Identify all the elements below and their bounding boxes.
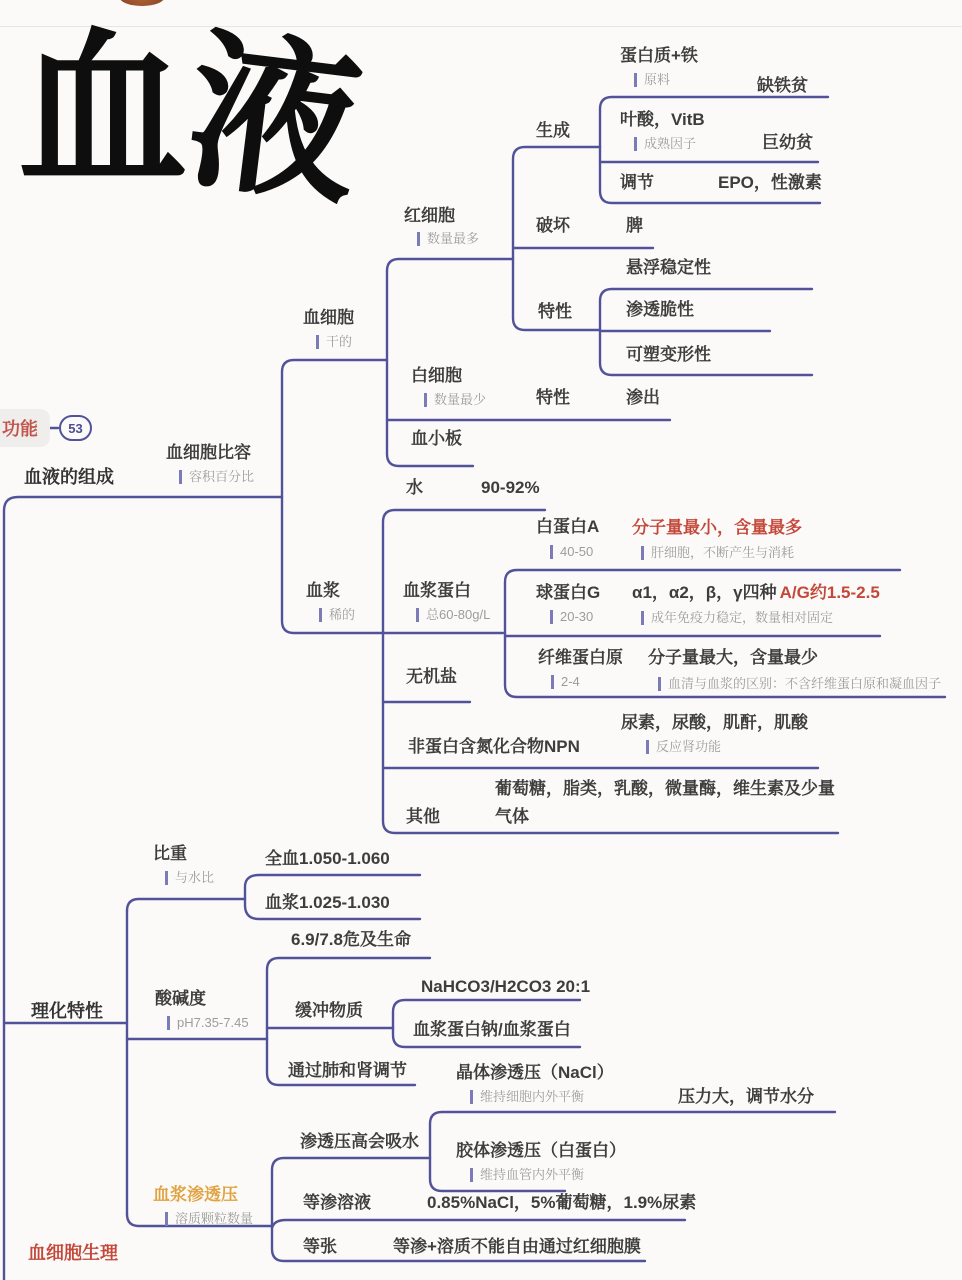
node-inorganic-salts[interactable]: 无机盐	[406, 667, 457, 686]
node-plasma[interactable]: 血浆	[306, 581, 340, 600]
node-globulin-note: 20-30	[550, 610, 593, 624]
node-fibrinogen-note: 2-4	[551, 675, 580, 689]
node-suspension-stability[interactable]: 悬浮稳定性	[626, 258, 711, 277]
node-hematocrit-note: 容积百分比	[179, 470, 254, 484]
node-fibrinogen[interactable]: 纤维蛋白原	[538, 648, 623, 667]
node-formation-material[interactable]: 蛋白质+铁	[620, 46, 698, 65]
node-spleen[interactable]: 脾	[626, 216, 643, 235]
node-isosmotic-value[interactable]: 0.85%NaCl，5%葡萄糖，1.9%尿素	[427, 1193, 697, 1212]
title-char-1: 血	[18, 16, 191, 206]
node-physicochemical[interactable]: 理化特性	[31, 1001, 103, 1021]
node-megaloblastic-anemia[interactable]: 巨幼贫	[762, 133, 813, 152]
node-fibrinogen-detail: 血清与血浆的区别：不含纤维蛋白原和凝血因子	[658, 677, 941, 691]
node-buffer[interactable]: 缓冲物质	[295, 1001, 363, 1020]
node-wbc-note: 数量最少	[424, 393, 486, 407]
node-plasma-protein[interactable]: 血浆蛋白	[403, 581, 471, 600]
node-formation-regulation[interactable]: 调节	[620, 173, 654, 192]
node-high-osmotic-absorbs[interactable]: 渗透压高会吸水	[300, 1132, 419, 1151]
node-blood-composition[interactable]: 血液的组成	[24, 467, 114, 487]
node-crystal-osmotic-note: 维持细胞内外平衡	[470, 1090, 584, 1104]
node-albumin-note: 40-50	[550, 545, 593, 559]
node-ag-ratio: A/G约1.5-2.5	[779, 583, 880, 602]
node-plasma-protein-note: 总60-80g/L	[416, 608, 490, 622]
node-ph-note: pH7.35-7.45	[167, 1016, 249, 1030]
node-globulin-types-text: α1，α2，β，γ四种	[632, 583, 777, 602]
node-crystal-osmotic[interactable]: 晶体渗透压（NaCl）	[456, 1063, 614, 1082]
node-npn-value[interactable]: 尿素，尿酸，肌酐，肌酸	[621, 713, 808, 732]
node-other-value-line2[interactable]: 气体	[495, 807, 529, 826]
node-crystal-osmotic-effect[interactable]: 压力大，调节水分	[678, 1087, 814, 1106]
node-rbc[interactable]: 红细胞	[404, 206, 455, 225]
node-rbc-destruction[interactable]: 破坏	[536, 216, 570, 235]
node-blood-cells-note: 干的	[316, 335, 352, 349]
node-lung-kidney-regulation[interactable]: 通过肺和肾调节	[288, 1061, 407, 1080]
node-ph-danger[interactable]: 6.9/7.8危及生命	[291, 930, 411, 949]
node-plasma-osmotic-note: 溶质颗粒数量	[165, 1212, 253, 1226]
node-fibrinogen-value[interactable]: 分子量最大，含量最少	[648, 648, 818, 667]
node-plasma-osmotic-pressure[interactable]: 血浆渗透压	[153, 1185, 238, 1204]
node-whole-blood-gravity[interactable]: 全血1.050-1.060	[265, 849, 390, 868]
node-plasma-note: 稀的	[319, 608, 355, 622]
node-albumin[interactable]: 白蛋白A	[536, 517, 600, 536]
function-node-label: 功能	[2, 419, 38, 439]
node-albumin-highlight[interactable]: 分子量最小，含量最多	[632, 518, 802, 537]
node-globulin-types[interactable]	[632, 582, 880, 603]
node-iron-deficiency-anemia[interactable]: 缺铁贫	[757, 76, 808, 95]
node-rbc-formation[interactable]: 生成	[536, 121, 570, 140]
node-epo-hormones[interactable]: EPO，性激素	[718, 173, 822, 192]
node-isosmotic-solution[interactable]: 等渗溶液	[303, 1193, 371, 1212]
node-formation-material-note: 原料	[634, 73, 670, 87]
node-blood-cell-physiology[interactable]: 血细胞生理	[28, 1243, 118, 1263]
node-plastic-deformability[interactable]: 可塑变形性	[626, 345, 711, 364]
node-water-value[interactable]: 90-92%	[481, 478, 540, 497]
node-formation-maturation-note: 成熟因子	[634, 137, 696, 151]
node-other[interactable]: 其他	[406, 807, 440, 826]
node-diapedesis[interactable]: 渗出	[626, 388, 660, 407]
node-npn[interactable]: 非蛋白含氮化合物NPN	[408, 737, 580, 756]
node-blood-cells[interactable]: 血细胞	[303, 308, 354, 327]
node-wbc-properties[interactable]: 特性	[536, 388, 570, 407]
node-osmotic-fragility[interactable]: 渗透脆性	[626, 300, 694, 319]
node-buffer-pair1[interactable]: NaHCO3/H2CO3 20:1	[421, 977, 591, 996]
node-plasma-gravity[interactable]: 血浆1.025-1.030	[265, 893, 390, 912]
node-water[interactable]: 水	[406, 478, 423, 497]
node-specific-gravity-note: 与水比	[165, 871, 214, 885]
node-albumin-detail: 肝细胞，不断产生与消耗	[641, 546, 794, 560]
title-char-2: 液	[177, 16, 372, 226]
node-specific-gravity[interactable]: 比重	[153, 844, 187, 863]
node-colloid-osmotic[interactable]: 胶体渗透压（白蛋白）	[456, 1141, 626, 1160]
node-wbc[interactable]: 白细胞	[411, 366, 462, 385]
node-colloid-osmotic-note: 维持血管内外平衡	[470, 1168, 584, 1182]
node-globulin[interactable]: 球蛋白G	[536, 583, 601, 602]
function-node[interactable]	[0, 409, 50, 447]
node-buffer-pair2[interactable]: 血浆蛋白钠/血浆蛋白	[413, 1020, 571, 1039]
node-globulin-detail: 成年免疫力稳定，数量相对固定	[641, 611, 833, 625]
node-other-value-line1[interactable]: 葡萄糖，脂类，乳酸，微量酶，维生素及少量	[495, 779, 835, 798]
node-hematocrit[interactable]: 血细胞比容	[166, 443, 251, 462]
node-rbc-note: 数量最多	[417, 232, 479, 246]
node-platelet[interactable]: 血小板	[411, 429, 462, 448]
node-formation-maturation[interactable]: 叶酸，VitB	[620, 110, 705, 129]
function-collapsed-badge[interactable]: 53	[59, 415, 92, 441]
node-ph[interactable]: 酸碱度	[155, 989, 206, 1008]
node-isotonic-value[interactable]: 等渗+溶质不能自由通过红细胞膜	[393, 1237, 641, 1256]
node-npn-detail: 反应肾功能	[646, 740, 721, 754]
node-isotonic[interactable]: 等张	[303, 1237, 337, 1256]
node-rbc-properties[interactable]: 特性	[538, 302, 572, 321]
